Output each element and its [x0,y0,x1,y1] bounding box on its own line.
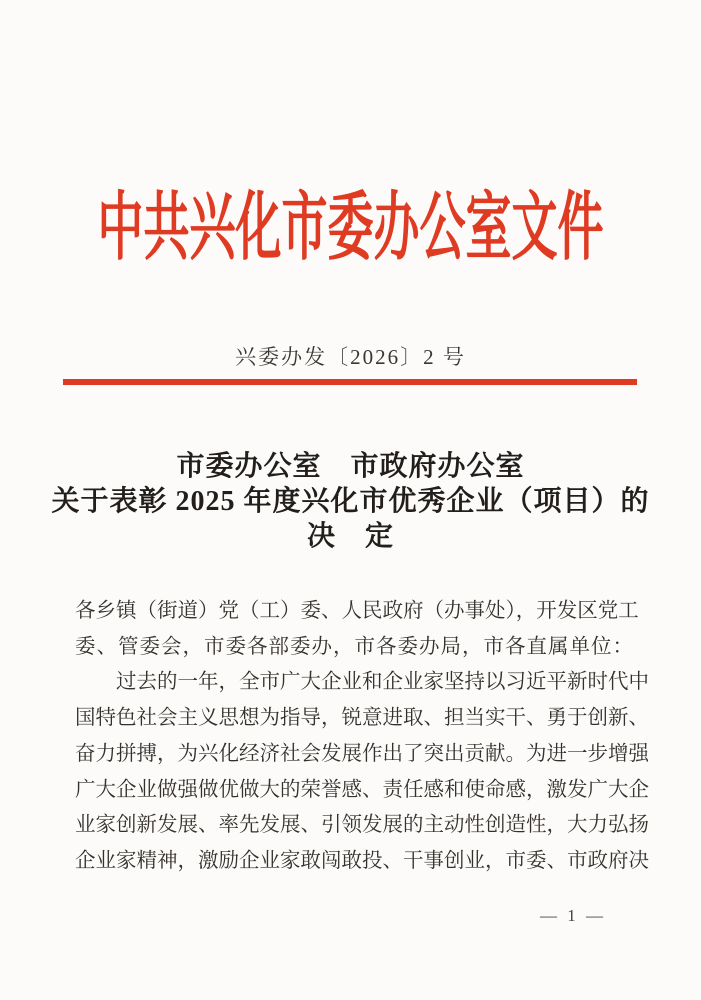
letterhead-org-title: 中共兴化市委办公室文件 [97,185,604,269]
doc-body [75,594,649,880]
body-line: 委、管委会，市委各部委办，市各委办局，市各直属单位： [75,635,634,658]
body-line: 奋力拼搏，为兴化经济社会发展作出了突出贡献。为进一步增强 [75,742,649,765]
body-line: 各乡镇（街道）党（工）委、人民政府（办事处），开发区党工 [75,600,639,622]
doc-title [0,449,701,554]
letterhead [0,180,701,276]
body-line: 国特色社会主义思想为指导，锐意进取、担当实干、勇于创新、 [75,707,649,730]
doc-reference-number: 兴委办发〔2026〕2 号 [235,345,466,369]
doc-title-line-3: 决 定 [306,521,394,552]
body-line: 广大企业做强做优做大的荣誉感、责任感和使命感，激发广大企 [75,778,649,801]
red-divider-rule [63,379,637,385]
doc-title-line-1: 市委办公室 市政府办公室 [176,451,525,482]
body-line: 企业家精神，激励企业家敢闯敢投、干事创业，市委、市政府决 [75,849,649,872]
body-line: 业家创新发展、率先发展、引领发展的主动性创造性，大力弘扬 [75,814,649,837]
page-number: — 1 — [540,906,606,925]
body-line: 过去的一年，全市广大企业和企业家坚持以习近平新时代中 [116,671,649,694]
doc-title-line-2: 关于表彰 2025 年度兴化市优秀企业（项目）的 [51,486,650,517]
